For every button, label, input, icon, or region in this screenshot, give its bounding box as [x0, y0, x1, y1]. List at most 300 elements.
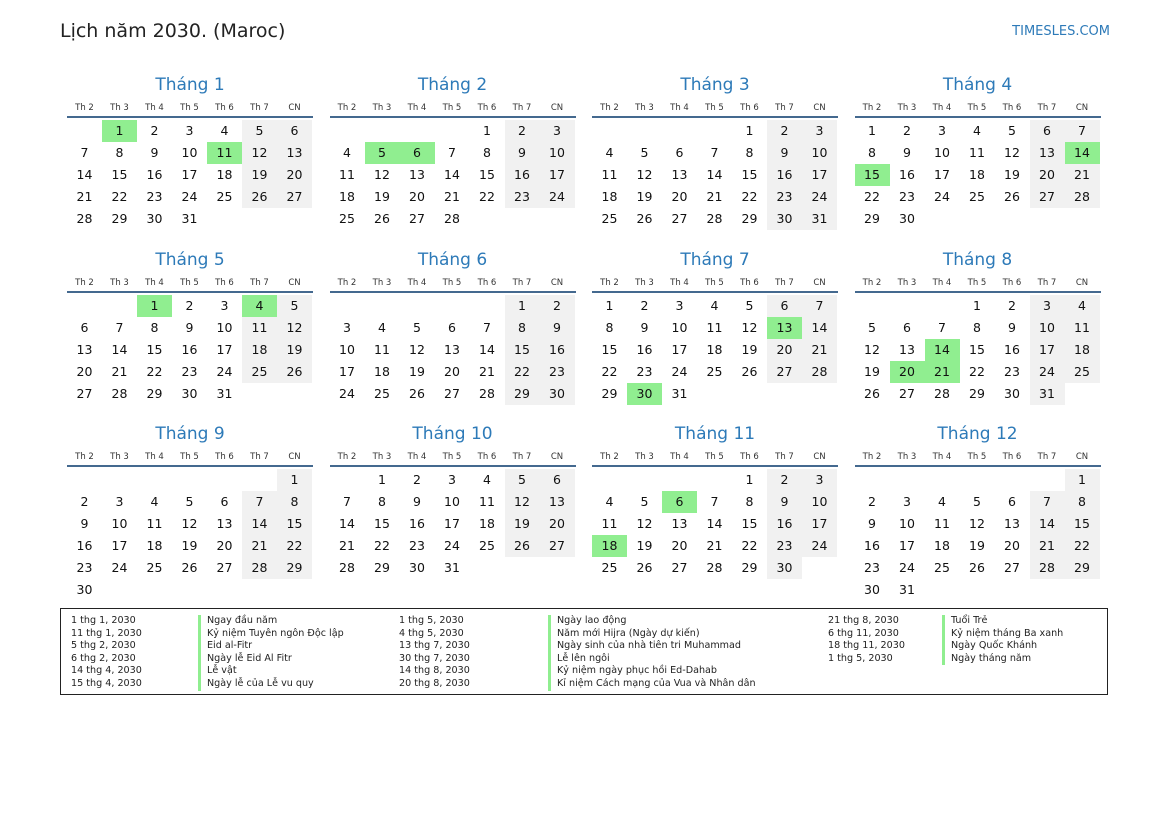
day-cell[interactable]: 10	[934, 145, 950, 160]
day-cell[interactable]: 18	[146, 538, 163, 553]
day-cell[interactable]: 13	[671, 167, 688, 182]
day-cell[interactable]: 1	[277, 469, 312, 491]
day-cell[interactable]: 26	[864, 385, 880, 401]
day-cell[interactable]: 5	[413, 319, 421, 335]
day-cell[interactable]: 19	[636, 189, 653, 204]
day-cell[interactable]: 26	[409, 385, 425, 401]
day-cell[interactable]: 21	[1030, 535, 1065, 557]
day-cell[interactable]: 3	[802, 469, 837, 491]
day-cell[interactable]: 3	[938, 123, 946, 138]
day-cell[interactable]: 7	[802, 295, 837, 317]
day-cell[interactable]: 8	[973, 319, 981, 335]
day-cell[interactable]: 2	[640, 297, 649, 313]
day-cell[interactable]: 20	[1004, 538, 1020, 553]
day-cell[interactable]: 2	[868, 494, 876, 509]
day-cell[interactable]: 12	[741, 319, 758, 335]
day-cell[interactable]: 16	[409, 516, 425, 531]
day-cell[interactable]: 27	[216, 560, 233, 575]
day-cell[interactable]: 1	[483, 123, 491, 138]
day-cell[interactable]: 25	[339, 211, 355, 226]
day-cell[interactable]: 22	[1065, 535, 1100, 557]
day-cell[interactable]: 2	[540, 295, 575, 317]
day-cell[interactable]: 8	[1065, 491, 1100, 513]
day-cell[interactable]: 15	[146, 341, 163, 357]
day-cell[interactable]: 3	[343, 319, 351, 335]
day-cell[interactable]: 10	[111, 516, 128, 531]
day-cell[interactable]: 15	[601, 341, 618, 357]
day-cell[interactable]: 25	[479, 538, 495, 553]
day-cell[interactable]: 22	[111, 189, 128, 204]
day-cell[interactable]: 11	[242, 317, 277, 339]
day-cell[interactable]: 25	[374, 385, 390, 401]
day-cell[interactable]: 29	[969, 385, 985, 401]
day-cell[interactable]: 17	[216, 341, 233, 357]
day-cell[interactable]: 27	[1030, 186, 1065, 208]
day-cell[interactable]: 21	[444, 189, 460, 204]
day-cell[interactable]: 13	[277, 142, 312, 164]
day-cell[interactable]: 21	[339, 538, 355, 553]
day-cell[interactable]: 10	[802, 142, 837, 164]
day-cell[interactable]: 6	[662, 491, 697, 513]
day-cell[interactable]: 8	[745, 145, 754, 160]
day-cell[interactable]: 4	[343, 145, 351, 160]
day-cell[interactable]: 13	[899, 341, 915, 357]
day-cell[interactable]: 14	[242, 513, 277, 535]
day-cell[interactable]: 13	[767, 317, 802, 339]
day-cell[interactable]: 23	[864, 560, 880, 575]
day-cell[interactable]: 9	[413, 494, 421, 509]
day-cell[interactable]: 26	[1004, 189, 1020, 204]
day-cell[interactable]: 28	[802, 361, 837, 383]
day-cell[interactable]: 18	[339, 189, 355, 204]
day-cell[interactable]: 21	[925, 361, 960, 383]
day-cell[interactable]: 28	[479, 385, 495, 401]
day-cell[interactable]: 16	[864, 538, 880, 553]
day-cell[interactable]: 5	[973, 494, 981, 509]
day-cell[interactable]: 3	[540, 120, 575, 142]
day-cell[interactable]: 7	[448, 145, 456, 160]
day-cell[interactable]: 30	[864, 582, 880, 597]
day-cell[interactable]: 16	[540, 339, 575, 361]
day-cell[interactable]: 30	[767, 557, 802, 579]
day-cell[interactable]: 13	[76, 341, 93, 357]
day-cell[interactable]: 30	[409, 560, 425, 575]
day-cell[interactable]: 10	[899, 516, 915, 531]
day-cell[interactable]: 29	[146, 385, 163, 401]
day-cell[interactable]: 27	[277, 186, 312, 208]
day-cell[interactable]: 13	[540, 491, 575, 513]
day-cell[interactable]: 24	[339, 385, 355, 401]
day-cell[interactable]: 7	[80, 145, 89, 160]
day-cell[interactable]: 5	[277, 295, 312, 317]
day-cell[interactable]: 14	[1065, 142, 1100, 164]
day-cell[interactable]: 7	[242, 491, 277, 513]
day-cell[interactable]: 14	[925, 339, 960, 361]
day-cell[interactable]: 22	[505, 361, 540, 383]
day-cell[interactable]: 26	[277, 361, 312, 383]
day-cell[interactable]: 2	[505, 120, 540, 142]
day-cell[interactable]: 12	[181, 516, 198, 531]
day-cell[interactable]: 29	[277, 557, 312, 579]
day-cell[interactable]: 20	[409, 189, 425, 204]
day-cell[interactable]: 23	[636, 363, 653, 379]
day-cell[interactable]: 14	[1030, 513, 1065, 535]
day-cell[interactable]: 20	[216, 538, 233, 553]
day-cell[interactable]: 11	[146, 516, 163, 531]
day-cell[interactable]: 1	[745, 123, 754, 138]
day-cell[interactable]: 31	[216, 385, 233, 401]
day-cell[interactable]: 2	[1008, 297, 1016, 313]
day-cell[interactable]: 15	[479, 167, 495, 182]
day-cell[interactable]: 19	[277, 339, 312, 361]
day-cell[interactable]: 19	[741, 341, 758, 357]
day-cell[interactable]: 28	[444, 211, 460, 226]
day-cell[interactable]: 23	[76, 560, 93, 575]
day-cell[interactable]: 17	[339, 363, 355, 379]
day-cell[interactable]: 10	[444, 494, 460, 509]
day-cell[interactable]: 25	[601, 560, 618, 575]
day-cell[interactable]: 6	[400, 142, 435, 164]
day-cell[interactable]: 8	[745, 494, 754, 509]
day-cell[interactable]: 19	[636, 538, 653, 553]
day-cell[interactable]: 16	[767, 513, 802, 535]
day-cell[interactable]: 11	[601, 516, 618, 531]
day-cell[interactable]: 7	[710, 145, 719, 160]
day-cell[interactable]: 28	[242, 557, 277, 579]
day-cell[interactable]: 7	[938, 319, 946, 335]
day-cell[interactable]: 12	[1004, 145, 1020, 160]
day-cell[interactable]: 24	[934, 189, 950, 204]
day-cell[interactable]: 26	[969, 560, 985, 575]
day-cell[interactable]: 27	[899, 385, 915, 401]
day-cell[interactable]: 22	[741, 189, 758, 204]
day-cell[interactable]: 22	[969, 363, 985, 379]
day-cell[interactable]: 4	[220, 123, 229, 138]
day-cell[interactable]: 9	[903, 145, 911, 160]
day-cell[interactable]: 13	[216, 516, 233, 531]
site-link[interactable]: TIMESLES.COM	[1012, 24, 1110, 39]
day-cell[interactable]: 12	[242, 142, 277, 164]
day-cell[interactable]: 9	[868, 516, 876, 531]
day-cell[interactable]: 27	[671, 560, 688, 575]
day-cell[interactable]: 10	[671, 319, 688, 335]
day-cell[interactable]: 18	[601, 189, 618, 204]
day-cell[interactable]: 3	[1030, 295, 1065, 317]
day-cell[interactable]: 25	[601, 211, 618, 226]
day-cell[interactable]: 18	[1065, 339, 1100, 361]
day-cell[interactable]: 16	[505, 164, 540, 186]
day-cell[interactable]: 30	[540, 383, 575, 405]
day-cell[interactable]: 28	[339, 560, 355, 575]
day-cell[interactable]: 11	[1065, 317, 1100, 339]
day-cell[interactable]: 19	[409, 363, 425, 379]
day-cell[interactable]: 18	[969, 167, 985, 182]
day-cell[interactable]: 26	[242, 186, 277, 208]
day-cell[interactable]: 19	[1004, 167, 1020, 182]
day-cell[interactable]: 21	[111, 363, 128, 379]
day-cell[interactable]: 15	[505, 339, 540, 361]
day-cell[interactable]: 11	[969, 145, 985, 160]
day-cell[interactable]: 14	[479, 341, 495, 357]
day-cell[interactable]: 13	[671, 516, 688, 531]
day-cell[interactable]: 30	[146, 211, 163, 226]
day-cell[interactable]: 13	[1030, 142, 1065, 164]
day-cell[interactable]: 4	[242, 295, 277, 317]
day-cell[interactable]: 7	[115, 319, 124, 335]
day-cell[interactable]: 9	[185, 319, 194, 335]
day-cell[interactable]: 28	[1065, 186, 1100, 208]
day-cell[interactable]: 18	[479, 516, 495, 531]
day-cell[interactable]: 24	[181, 189, 198, 204]
day-cell[interactable]: 22	[864, 189, 880, 204]
day-cell[interactable]: 12	[969, 516, 985, 531]
day-cell[interactable]: 9	[150, 145, 159, 160]
day-cell[interactable]: 29	[601, 385, 618, 401]
day-cell[interactable]: 8	[378, 494, 386, 509]
day-cell[interactable]: 8	[115, 145, 124, 160]
day-cell[interactable]: 19	[505, 513, 540, 535]
day-cell[interactable]: 8	[868, 145, 876, 160]
day-cell[interactable]: 15	[1065, 513, 1100, 535]
day-cell[interactable]: 13	[1004, 516, 1020, 531]
day-cell[interactable]: 23	[1004, 363, 1020, 379]
day-cell[interactable]: 7	[343, 494, 351, 509]
day-cell[interactable]: 21	[706, 538, 723, 553]
day-cell[interactable]: 18	[216, 167, 233, 182]
day-cell[interactable]: 6	[448, 319, 456, 335]
day-cell[interactable]: 30	[181, 385, 198, 401]
day-cell[interactable]: 23	[540, 361, 575, 383]
day-cell[interactable]: 1	[1065, 469, 1100, 491]
day-cell[interactable]: 26	[636, 211, 653, 226]
day-cell[interactable]: 19	[864, 363, 880, 379]
day-cell[interactable]: 5	[185, 494, 194, 509]
day-cell[interactable]: 15	[374, 516, 390, 531]
day-cell[interactable]: 30	[767, 208, 802, 230]
day-cell[interactable]: 5	[505, 469, 540, 491]
day-cell[interactable]: 31	[181, 211, 198, 226]
day-cell[interactable]: 29	[111, 211, 128, 226]
day-cell[interactable]: 15	[855, 164, 890, 186]
day-cell[interactable]: 14	[706, 167, 723, 182]
day-cell[interactable]: 7	[1065, 120, 1100, 142]
day-cell[interactable]: 28	[76, 211, 93, 226]
day-cell[interactable]: 20	[540, 513, 575, 535]
day-cell[interactable]: 24	[802, 535, 837, 557]
day-cell[interactable]: 22	[601, 363, 618, 379]
day-cell[interactable]: 17	[934, 167, 950, 182]
day-cell[interactable]: 12	[505, 491, 540, 513]
day-cell[interactable]: 29	[864, 211, 880, 226]
day-cell[interactable]: 31	[899, 582, 915, 597]
day-cell[interactable]: 20	[671, 189, 688, 204]
day-cell[interactable]: 26	[505, 535, 540, 557]
day-cell[interactable]: 27	[1004, 560, 1020, 575]
day-cell[interactable]: 12	[636, 167, 653, 182]
day-cell[interactable]: 23	[767, 535, 802, 557]
day-cell[interactable]: 11	[207, 142, 242, 164]
day-cell[interactable]: 10	[1030, 317, 1065, 339]
day-cell[interactable]: 6	[277, 120, 312, 142]
day-cell[interactable]: 5	[640, 494, 649, 509]
day-cell[interactable]: 26	[636, 560, 653, 575]
day-cell[interactable]: 23	[767, 186, 802, 208]
day-cell[interactable]: 29	[505, 383, 540, 405]
day-cell[interactable]: 21	[242, 535, 277, 557]
day-cell[interactable]: 1	[745, 472, 754, 487]
day-cell[interactable]: 9	[767, 142, 802, 164]
day-cell[interactable]: 20	[671, 538, 688, 553]
day-cell[interactable]: 5	[640, 145, 649, 160]
day-cell[interactable]: 23	[146, 189, 163, 204]
day-cell[interactable]: 4	[150, 494, 159, 509]
day-cell[interactable]: 17	[540, 164, 575, 186]
day-cell[interactable]: 16	[146, 167, 163, 182]
day-cell[interactable]: 28	[706, 560, 723, 575]
day-cell[interactable]: 15	[741, 167, 758, 182]
day-cell[interactable]: 8	[605, 319, 614, 335]
day-cell[interactable]: 18	[934, 538, 950, 553]
day-cell[interactable]: 25	[706, 363, 723, 379]
day-cell[interactable]: 16	[181, 341, 198, 357]
day-cell[interactable]: 13	[409, 167, 425, 182]
day-cell[interactable]: 10	[181, 145, 198, 160]
day-cell[interactable]: 15	[969, 341, 985, 357]
day-cell[interactable]: 12	[374, 167, 390, 182]
day-cell[interactable]: 23	[409, 538, 425, 553]
day-cell[interactable]: 5	[242, 120, 277, 142]
day-cell[interactable]: 22	[374, 538, 390, 553]
day-cell[interactable]: 5	[868, 319, 876, 335]
day-cell[interactable]: 6	[1030, 120, 1065, 142]
day-cell[interactable]: 16	[636, 341, 653, 357]
day-cell[interactable]: 22	[146, 363, 163, 379]
day-cell[interactable]: 28	[934, 385, 950, 401]
day-cell[interactable]: 2	[903, 123, 911, 138]
day-cell[interactable]: 16	[76, 538, 93, 553]
day-cell[interactable]: 6	[540, 469, 575, 491]
day-cell[interactable]: 10	[540, 142, 575, 164]
day-cell[interactable]: 30	[627, 383, 662, 405]
day-cell[interactable]: 26	[374, 211, 390, 226]
day-cell[interactable]: 4	[938, 494, 946, 509]
day-cell[interactable]: 12	[864, 341, 880, 357]
day-cell[interactable]: 4	[483, 472, 491, 487]
day-cell[interactable]: 24	[671, 363, 688, 379]
day-cell[interactable]: 18	[374, 363, 390, 379]
day-cell[interactable]: 14	[76, 167, 93, 182]
day-cell[interactable]: 28	[111, 385, 128, 401]
day-cell[interactable]: 6	[675, 145, 684, 160]
day-cell[interactable]: 25	[146, 560, 163, 575]
day-cell[interactable]: 29	[741, 560, 758, 575]
day-cell[interactable]: 9	[1008, 319, 1016, 335]
day-cell[interactable]: 13	[444, 341, 460, 357]
day-cell[interactable]: 7	[1030, 491, 1065, 513]
day-cell[interactable]: 16	[1004, 341, 1020, 357]
day-cell[interactable]: 19	[242, 164, 277, 186]
day-cell[interactable]: 12	[277, 317, 312, 339]
day-cell[interactable]: 20	[890, 361, 925, 383]
day-cell[interactable]: 27	[444, 385, 460, 401]
day-cell[interactable]: 28	[706, 211, 723, 226]
day-cell[interactable]: 21	[706, 189, 723, 204]
day-cell[interactable]: 5	[745, 297, 754, 313]
day-cell[interactable]: 4	[605, 494, 614, 509]
day-cell[interactable]: 5	[1008, 123, 1016, 138]
day-cell[interactable]: 1	[378, 472, 386, 487]
day-cell[interactable]: 24	[1030, 361, 1065, 383]
day-cell[interactable]: 3	[903, 494, 911, 509]
day-cell[interactable]: 7	[483, 319, 491, 335]
day-cell[interactable]: 2	[185, 297, 194, 313]
day-cell[interactable]: 30	[76, 582, 93, 597]
day-cell[interactable]: 6	[903, 319, 911, 335]
day-cell[interactable]: 16	[767, 164, 802, 186]
day-cell[interactable]: 20	[767, 339, 802, 361]
day-cell[interactable]: 27	[540, 535, 575, 557]
day-cell[interactable]: 10	[339, 341, 355, 357]
day-cell[interactable]: 11	[706, 319, 723, 335]
day-cell[interactable]: 25	[969, 189, 985, 204]
day-cell[interactable]: 11	[934, 516, 950, 531]
day-cell[interactable]: 3	[448, 472, 456, 487]
day-cell[interactable]: 6	[80, 319, 89, 335]
day-cell[interactable]: 24	[899, 560, 915, 575]
day-cell[interactable]: 4	[710, 297, 719, 313]
day-cell[interactable]: 4	[1065, 295, 1100, 317]
day-cell[interactable]: 22	[277, 535, 312, 557]
day-cell[interactable]: 10	[216, 319, 233, 335]
day-cell[interactable]: 5	[365, 142, 400, 164]
day-cell[interactable]: 8	[277, 491, 312, 513]
day-cell[interactable]: 1	[868, 123, 876, 138]
day-cell[interactable]: 27	[76, 385, 93, 401]
day-cell[interactable]: 11	[374, 341, 390, 357]
day-cell[interactable]: 24	[216, 363, 233, 379]
day-cell[interactable]: 31	[1030, 383, 1065, 405]
day-cell[interactable]: 9	[640, 319, 649, 335]
day-cell[interactable]: 29	[1065, 557, 1100, 579]
day-cell[interactable]: 1	[973, 297, 981, 313]
day-cell[interactable]: 29	[741, 211, 758, 226]
day-cell[interactable]: 20	[1030, 164, 1065, 186]
day-cell[interactable]: 9	[80, 516, 89, 531]
day-cell[interactable]: 21	[1065, 164, 1100, 186]
day-cell[interactable]: 17	[802, 164, 837, 186]
day-cell[interactable]: 16	[899, 167, 915, 182]
day-cell[interactable]: 8	[483, 145, 491, 160]
day-cell[interactable]: 28	[1030, 557, 1065, 579]
day-cell[interactable]: 9	[767, 491, 802, 513]
day-cell[interactable]: 27	[409, 211, 425, 226]
day-cell[interactable]: 24	[540, 186, 575, 208]
day-cell[interactable]: 14	[111, 341, 128, 357]
day-cell[interactable]: 14	[339, 516, 355, 531]
day-cell[interactable]: 15	[741, 516, 758, 531]
day-cell[interactable]: 11	[601, 167, 618, 182]
day-cell[interactable]: 1	[102, 120, 137, 142]
day-cell[interactable]: 24	[444, 538, 460, 553]
day-cell[interactable]: 4	[605, 145, 614, 160]
day-cell[interactable]: 14	[706, 516, 723, 531]
day-cell[interactable]: 17	[899, 538, 915, 553]
day-cell[interactable]: 31	[444, 560, 460, 575]
day-cell[interactable]: 25	[1065, 361, 1100, 383]
day-cell[interactable]: 27	[671, 211, 688, 226]
day-cell[interactable]: 25	[216, 189, 233, 204]
day-cell[interactable]: 17	[671, 341, 688, 357]
